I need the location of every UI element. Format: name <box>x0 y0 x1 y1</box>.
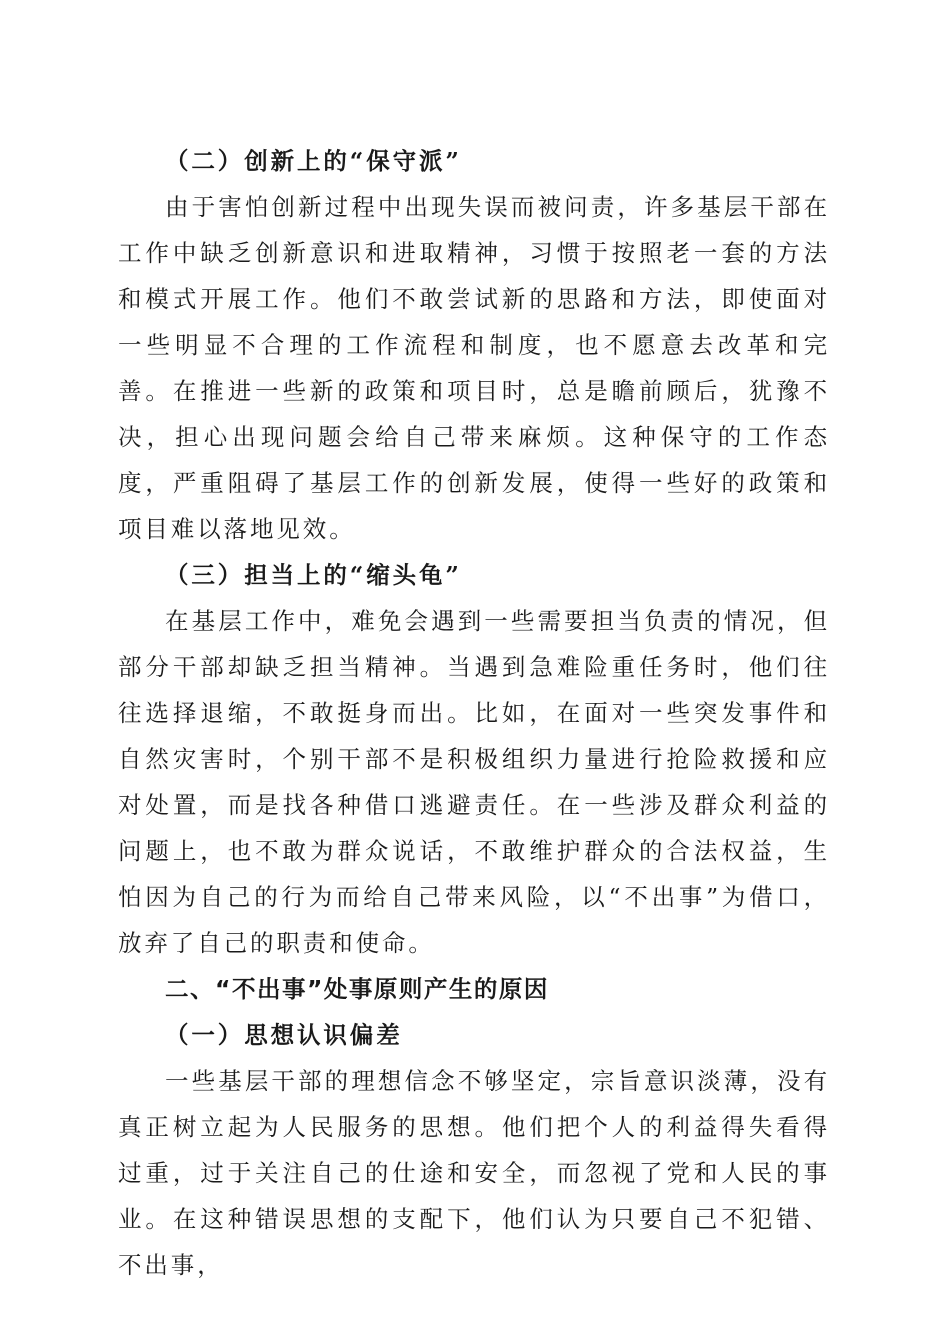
paragraph-innovation: 由于害怕创新过程中出现失误而被问责，许多基层干部在工作中缺乏创新意识和进取精神，习惯于按照老一套的方法和模式开展工作。他们不敢尝试新的思路和方法，即使面对一些明显不合理的工作流程和制度，也不愿意去改革和完善。在推进一些新的政策和项目时，总是瞻前顾后，犹豫不决，担心出现问题会给自己带来麻烦。这种保守的工作态度，严重阻碍了基层工作的创新发展，使得一些好的政策和项目难以落地见效。 <box>118 193 830 543</box>
paragraph-ideology: 一些基层干部的理想信念不够坚定，宗旨意识淡薄，没有真正树立起为人民服务的思想。他们把个人的利益得失看得过重，过于关注自己的仕途和安全，而忽视了党和人民的事业。在这种错误思想的支配下，他们认为只要自己不犯错、不出事， <box>118 1067 830 1279</box>
section-heading-innovation: （二）创新上的“保守派” <box>165 147 462 175</box>
document-body <box>118 138 830 1288</box>
section-heading-responsibility: （三）担当上的“缩头龟” <box>165 561 462 589</box>
section-heading-ideology: （一）思想认识偏差 <box>165 1021 403 1049</box>
chapter-heading-causes: 二、“不出事”处事原则产生的原因 <box>165 975 549 1003</box>
paragraph-responsibility: 在基层工作中，难免会遇到一些需要担当负责的情况，但部分干部却缺乏担当精神。当遇到急难险重任务时，他们往往选择退缩，不敢挺身而出。比如，在面对一些突发事件和自然灾害时，个别干部不是积极组织力量进行抢险救援和应对处置，而是找各种借口逃避责任。在一些涉及群众利益的问题上，也不敢为群众说话，不敢维护群众的合法权益，生怕因为自己的行为而给自己带来风险，以“不出事”为借口，放弃了自己的职责和使命。 <box>118 607 830 957</box>
